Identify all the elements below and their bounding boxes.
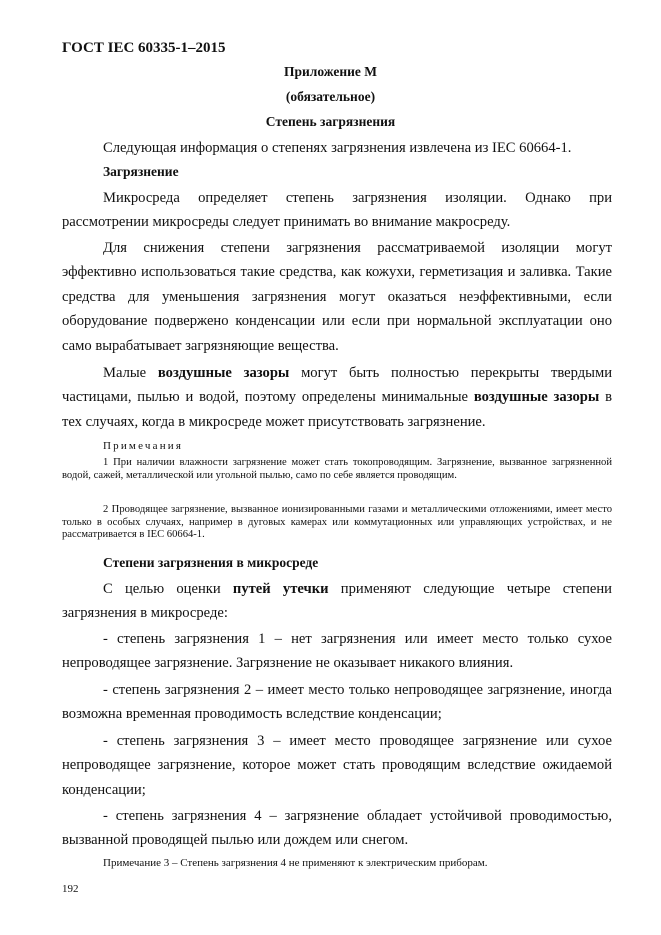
appendix-heading: Степень загрязнения bbox=[265, 114, 396, 129]
page-number: 192 bbox=[62, 883, 79, 895]
term-clearances-2: воздушные зазоры bbox=[473, 389, 600, 406]
degree-3: - степень загрязнения 3 – имеет место проводящее загрязнение или сухое непроводящее загрязнение, которое может стать проводящим вследствие ожидаемой конденсации; bbox=[62, 733, 612, 798]
degree-1: - степень загрязнения 1 – нет загрязнения или имеет место только сухое непроводящее загрязнение. Загрязнение не оказывает никакого влияния. bbox=[62, 631, 612, 672]
note-1: 1 При наличии влажности загрязнение может стать токопроводящим. Загрязнение, вызванное загрязненной водой, сажей, металлической или угольной пылью, само по себе является проводящим. bbox=[62, 457, 612, 481]
term-creepage: путей утечки bbox=[232, 581, 329, 597]
degree-2: - степень загрязнения 2 – имеет место только непроводящее загрязнение, иногда возможна временная проводимость вследствие конденсации; bbox=[62, 682, 612, 723]
notes-label: Примечания bbox=[103, 440, 184, 452]
section-heading-degrees: Степени загрязнения в микросреде bbox=[103, 555, 319, 570]
degree-4: - степень загрязнения 4 – загрязнение обладает устойчивой проводимостью, вызванной проводящей пылью или дождем или снегом. bbox=[62, 808, 612, 849]
section-heading-pollution: Загрязнение bbox=[103, 164, 179, 179]
intro-paragraph: Следующая информация о степенях загрязнения извлечена из IEC 60664-1. bbox=[103, 140, 572, 156]
document-header: ГОСТ IEC 60335-1–2015 bbox=[62, 40, 226, 56]
appendix-status: (обязательное) bbox=[285, 89, 376, 104]
paragraph-reduction: Для снижения степени загрязнения рассматриваемой изоляции могут эффективно использоваться такие средства, как кожухи, герметизация и заливка. Такие средства для уменьшения загрязнения могут оказаться неэффективными, если оборудование подвержено конденсации или если при нормальной эксплуатации оно само вырабатывает загрязняющие вещества. bbox=[62, 240, 612, 354]
appendix-title: Приложение М bbox=[283, 64, 378, 79]
term-clearances: воздушные зазоры bbox=[157, 365, 290, 381]
paragraph-creepage: С целью оценки путей утечки применяют следующие четыре степени загрязнения в микросреде: bbox=[62, 581, 612, 622]
paragraph-clearances: Малые воздушные зазоры могут быть полностью перекрыты твердыми частицами, пылью и водой, поэтому определены минимальные воздушные зазоры в тех случаях, когда в микросреде может присутствовать загрязнение. bbox=[62, 365, 613, 430]
note-2: 2 Проводящее загрязнение, вызванное ионизированными газами и металлическими отложениями, имеет место только в особых случаях, например в дуговых камерах или коммутационных или управляющих устройствах, и не рассматривается в IEC 60664-1. bbox=[62, 504, 612, 541]
note-3: Примечание 3 – Степень загрязнения 4 не применяют к электрическим приборам. bbox=[103, 857, 488, 869]
paragraph-microenvironment: Микросреда определяет степень загрязнения изоляции. Однако при рассмотрении микросреды следует принимать во внимание макросреду. bbox=[62, 190, 612, 231]
